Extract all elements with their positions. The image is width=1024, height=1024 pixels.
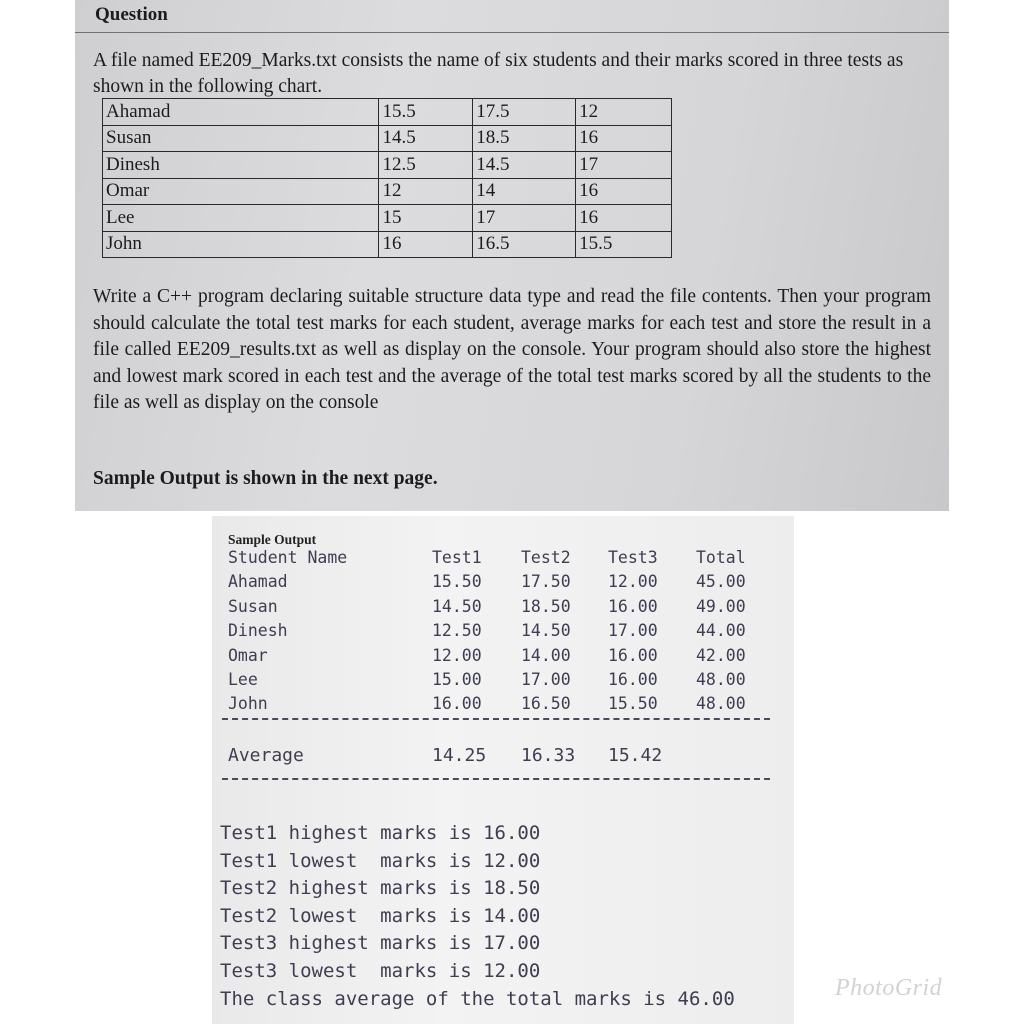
average-label: Average (228, 745, 304, 766)
output-name-cell: Omar (228, 645, 268, 665)
output-value-cell: 44.00 (696, 621, 746, 641)
stats-block (220, 820, 735, 1013)
output-name-cell: Ahamad (228, 572, 288, 592)
sample-output-label: Sample Output (228, 532, 317, 547)
mark-cell: 15 (379, 205, 473, 232)
photogrid-watermark: PhotoGrid (835, 975, 943, 1001)
stat-line: Test1 highest marks is 16.00 (220, 822, 541, 844)
marks-table (102, 98, 672, 258)
stat-line: Test2 lowest marks is 14.00 (220, 904, 541, 927)
output-value-cell: 12.00 (608, 572, 658, 592)
output-value-cell: 17.00 (521, 669, 571, 689)
question-page (75, 0, 949, 511)
mark-cell: 17 (473, 205, 576, 232)
output-value-cell: Total (696, 548, 746, 567)
mark-cell: 14.5 (473, 152, 576, 179)
student-name-cell: Lee (103, 205, 379, 232)
student-name-cell: John (103, 231, 379, 258)
output-value-cell: 18.50 (521, 596, 571, 616)
mark-cell: 18.5 (473, 125, 576, 152)
student-name-cell: Ahamad (103, 99, 379, 126)
output-value-cell: Test1 (432, 548, 482, 567)
output-value-cell: 49.00 (696, 596, 746, 616)
mark-cell: 16 (379, 231, 473, 258)
output-value-cell: 16.50 (521, 694, 571, 714)
output-value-cell: 48.00 (696, 694, 746, 714)
output-value-cell: Test3 (608, 548, 658, 567)
output-value-cell: 45.00 (696, 572, 746, 592)
output-value-cell: 12.00 (432, 645, 482, 665)
output-value-cell: 15.50 (608, 694, 658, 714)
output-name-cell: Dinesh (228, 621, 288, 641)
question-intro: A file named EE209_Marks.txt consists the name of six students and their marks scored in three tests as shown in the following chart. (93, 50, 904, 97)
output-value-cell: 17.50 (521, 572, 571, 592)
mark-cell: 15.5 (576, 231, 672, 258)
output-value-cell: 16.00 (608, 596, 658, 616)
output-name-cell: Susan (228, 596, 278, 616)
student-name-cell: Omar (103, 178, 379, 205)
output-value-cell: 42.00 (696, 645, 746, 665)
output-value-cell: 16.00 (608, 645, 658, 665)
output-value-cell: Test2 (521, 548, 571, 567)
mark-cell: 14.5 (379, 125, 473, 152)
output-value-cell: 12.50 (432, 621, 482, 641)
output-value-cell: 14.50 (432, 596, 482, 616)
sample-output-page (212, 516, 794, 1024)
average-test3: 15.42 (608, 745, 663, 766)
output-value-cell: 14.50 (521, 621, 571, 641)
stat-line: Test1 lowest marks is 12.00 (220, 849, 541, 872)
output-value-cell: 15.50 (432, 572, 482, 592)
mark-cell: 14 (473, 178, 576, 205)
mark-cell: 16 (576, 205, 672, 232)
stat-line: Test2 highest marks is 18.50 (220, 877, 541, 900)
average-test2: 16.33 (521, 745, 576, 766)
output-name-cell: Student Name (228, 548, 348, 567)
average-row (226, 744, 786, 770)
mark-cell: 15.5 (379, 99, 473, 126)
stat-line: Test3 highest marks is 17.00 (220, 932, 541, 955)
marks-row (103, 152, 672, 179)
dashed-divider-top (222, 718, 770, 720)
mark-cell: 12.5 (379, 152, 473, 179)
output-value-cell: 17.00 (608, 621, 658, 641)
question-heading: Question (95, 4, 168, 25)
question-task: Write a C++ program declaring suitable structure data type and read the file contents. Then your program should calculate the total test marks for each student, average marks for each test and store the result in a file called EE209_results.txt as well as display on the console. Your program should also store the highest and lowest mark scored in each test and the average of the total test marks scored by all the students to the file as well as display on the console (93, 286, 931, 413)
output-name-cell: John (228, 694, 268, 714)
sample-output-note: Sample Output is shown in the next page. (93, 468, 438, 489)
mark-cell: 16.5 (473, 231, 576, 258)
marks-row (103, 205, 672, 232)
mark-cell: 12 (576, 99, 672, 126)
output-value-cell: 16.00 (608, 669, 658, 689)
stat-line: Test3 lowest marks is 12.00 (220, 959, 541, 982)
mark-cell: 16 (576, 178, 672, 205)
output-value-cell: 14.00 (521, 645, 571, 665)
student-name-cell: Susan (103, 125, 379, 152)
mark-cell: 16 (576, 125, 672, 152)
mark-cell: 12 (379, 178, 473, 205)
average-test1: 14.25 (432, 745, 487, 766)
output-name-cell: Lee (228, 669, 258, 689)
output-value-cell: 15.00 (432, 669, 482, 689)
heading-divider (75, 32, 949, 33)
marks-row (103, 178, 672, 205)
class-average-line: The class average of the total marks is 46.00 (220, 987, 735, 1010)
student-name-cell: Dinesh (103, 152, 379, 179)
marks-row (103, 231, 672, 258)
marks-row (103, 99, 672, 126)
output-value-cell: 48.00 (696, 669, 746, 689)
output-value-cell: 16.00 (432, 694, 482, 714)
marks-row (103, 125, 672, 152)
mark-cell: 17 (576, 152, 672, 179)
mark-cell: 17.5 (473, 99, 576, 126)
dashed-divider-bottom (222, 778, 770, 780)
